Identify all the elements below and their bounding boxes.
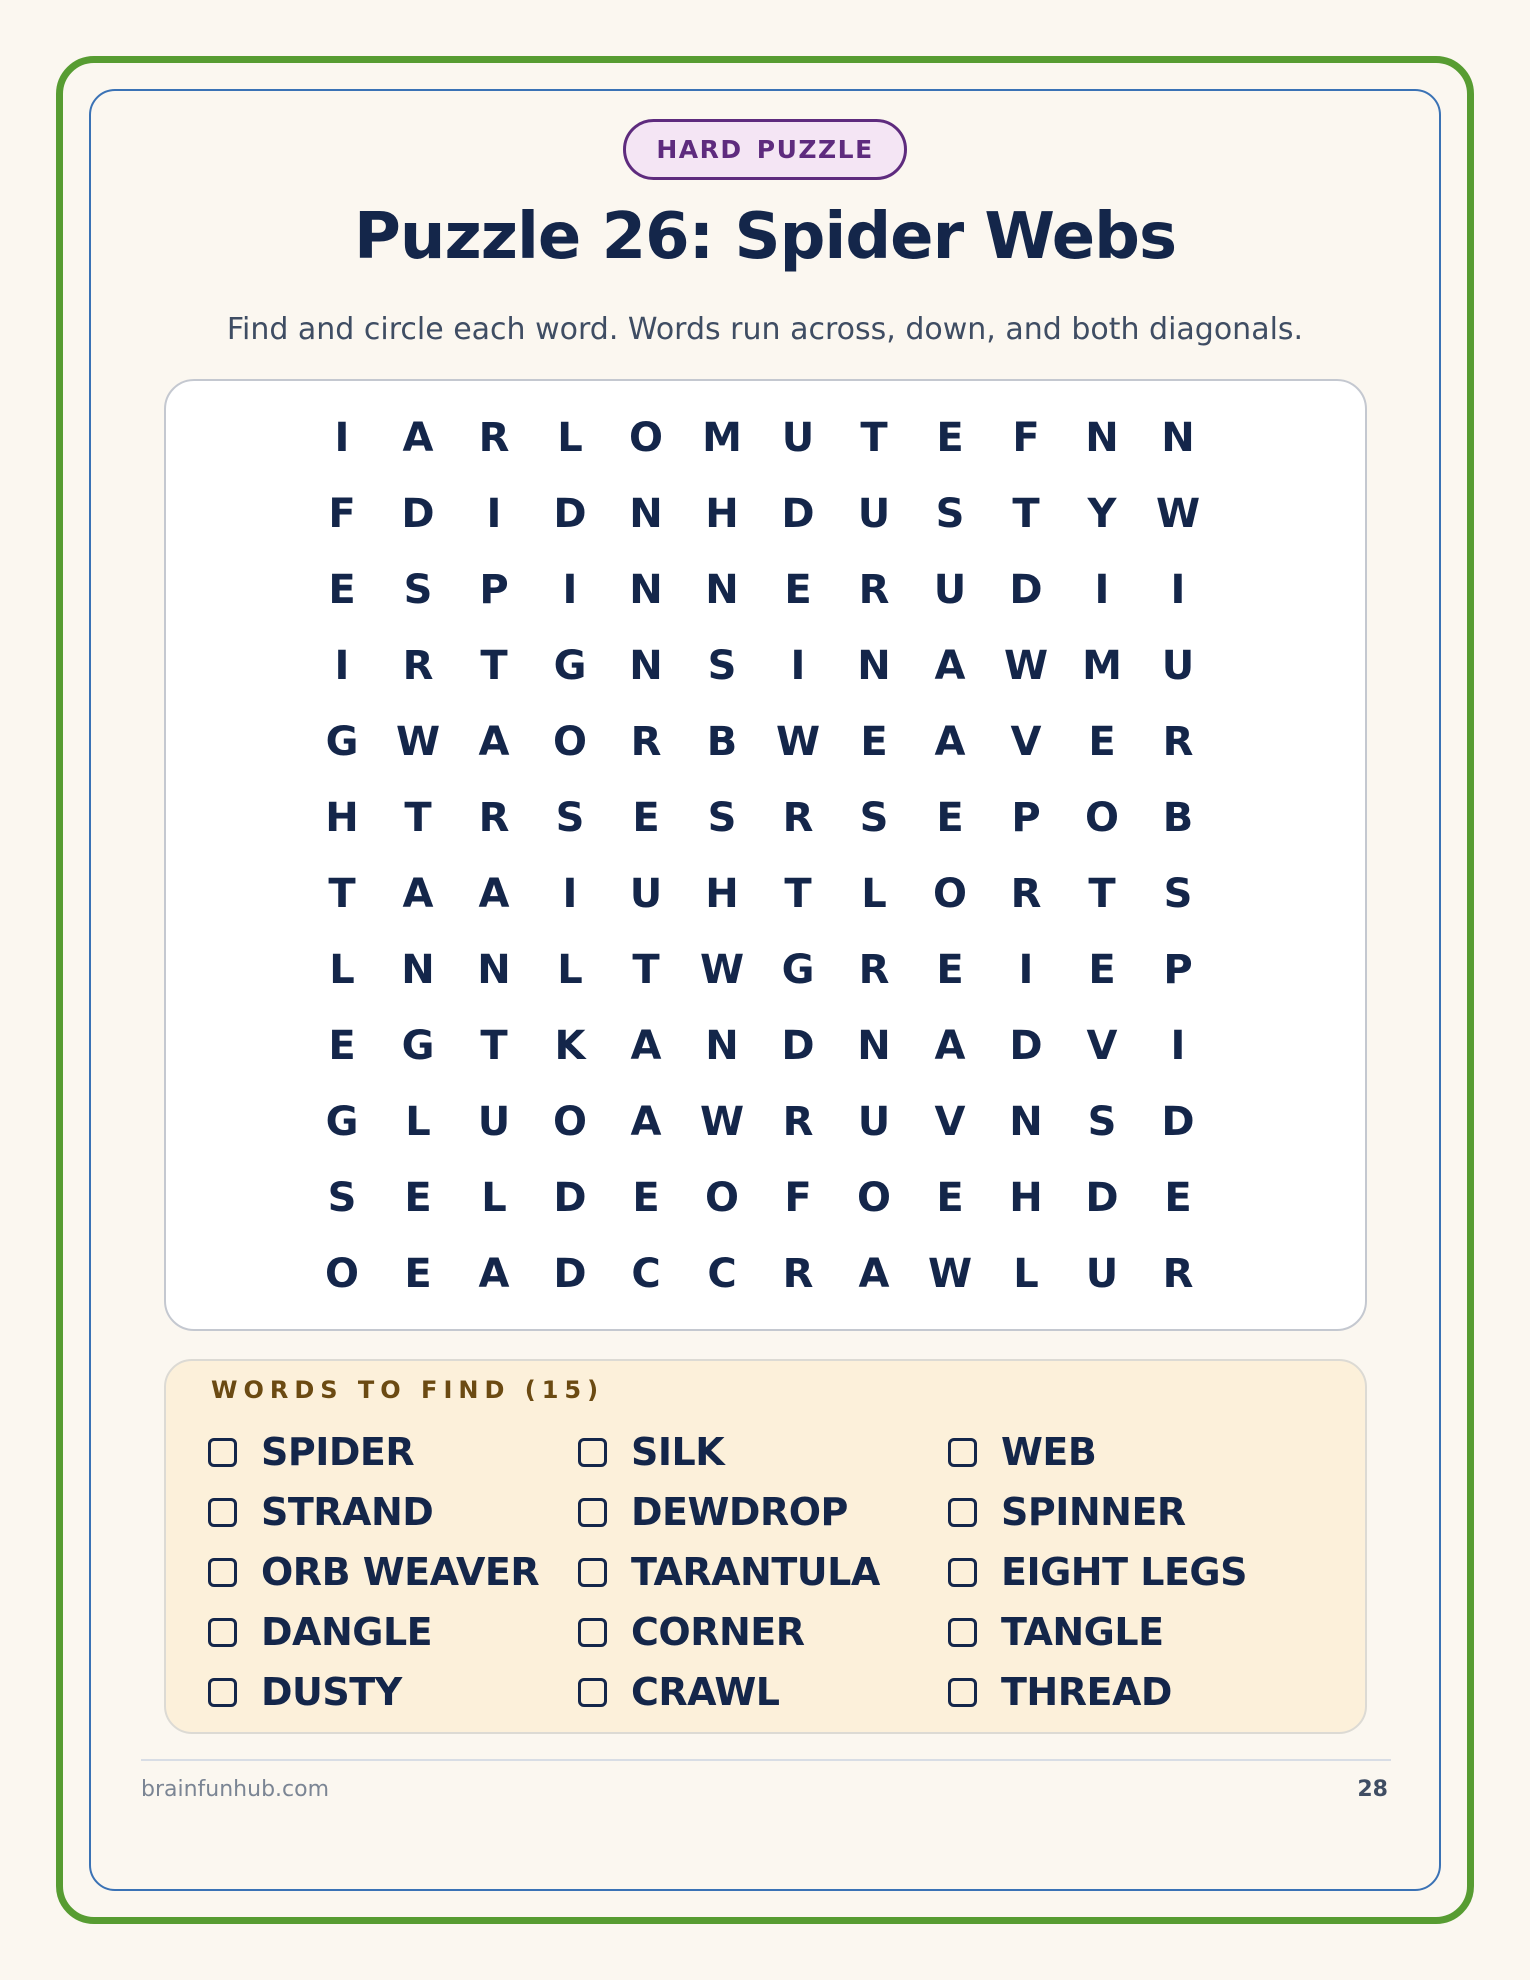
grid-cell[interactable]: I [1018,947,1034,993]
grid-cell[interactable]: W [395,719,441,765]
grid-cell[interactable]: E [404,1251,432,1297]
word-checkbox[interactable] [578,1558,607,1587]
grid-cell[interactable]: D [1009,567,1043,613]
word-item [578,1542,948,1602]
word-checkbox[interactable] [578,1498,607,1527]
word-item [208,1662,578,1722]
grid-cell[interactable]: E [936,795,964,841]
grid-cell[interactable]: U [933,567,967,613]
grid-cell[interactable]: R [1162,1251,1194,1297]
grid-cell[interactable]: G [325,719,359,765]
grid-cell[interactable]: R [630,719,662,765]
grid-cell[interactable]: H [705,491,739,537]
grid-cell[interactable]: N [705,1023,739,1069]
word-checkbox[interactable] [948,1558,977,1587]
grid-cell[interactable]: E [632,1175,660,1221]
grid-cell[interactable]: I [1170,567,1186,613]
grid-cell[interactable]: L [557,415,583,461]
word-label: DUSTY [261,1670,402,1714]
word-label: SPIDER [261,1430,415,1474]
grid-cell[interactable]: N [401,947,435,993]
grid-cell[interactable]: Y [1087,491,1117,537]
grid-cell[interactable]: D [1085,1175,1119,1221]
word-label: WEB [1001,1430,1097,1474]
grid-cell[interactable]: D [781,1023,815,1069]
grid-cell[interactable]: H [1009,1175,1043,1221]
grid-cell[interactable]: A [478,871,510,917]
grid-cell[interactable]: N [857,643,891,689]
grid-cell[interactable]: P [479,567,509,613]
word-label: TARANTULA [631,1550,880,1594]
grid-cell[interactable]: I [334,415,350,461]
grid-cell[interactable]: K [554,1023,586,1069]
grid-cell[interactable]: B [1162,795,1194,841]
grid-cell[interactable]: R [858,567,890,613]
grid-cell[interactable]: H [705,871,739,917]
grid-cell[interactable]: W [1003,643,1049,689]
grid-cell[interactable]: L [329,947,355,993]
grid-cell[interactable]: A [402,871,434,917]
word-checkbox[interactable] [208,1438,237,1467]
grid-cell[interactable]: T [632,947,660,993]
grid-cell[interactable]: S [1163,871,1193,917]
word-label: THREAD [1001,1670,1172,1714]
word-checkbox[interactable] [578,1438,607,1467]
grid-cell[interactable]: P [1011,795,1041,841]
grid-cell[interactable]: A [478,1251,510,1297]
grid-cell[interactable]: I [562,567,578,613]
grid-cell[interactable]: L [405,1099,431,1145]
grid-cell[interactable]: S [707,643,737,689]
grid-cell[interactable]: A [402,415,434,461]
word-checkbox[interactable] [948,1498,977,1527]
grid-cell[interactable]: O [1084,795,1119,841]
grid-cell[interactable]: O [932,871,967,917]
grid-cell[interactable]: E [1088,719,1116,765]
word-checkbox[interactable] [578,1678,607,1707]
word-item [948,1422,1318,1482]
grid-cell[interactable]: E [936,947,964,993]
grid-cell[interactable]: O [704,1175,739,1221]
grid-cell[interactable]: E [328,567,356,613]
grid-cell[interactable]: N [1085,415,1119,461]
grid-cell[interactable]: S [403,567,433,613]
grid-cell[interactable]: S [1087,1099,1117,1145]
grid-cell[interactable]: N [857,1023,891,1069]
word-checkbox[interactable] [948,1618,977,1647]
grid-cell[interactable]: U [857,491,891,537]
instructions: Find and circle each word. Words run across, down, and both diagonals. [226,312,1304,347]
word-checkbox[interactable] [948,1438,977,1467]
word-item [208,1422,578,1482]
grid-cell[interactable]: W [775,719,821,765]
grid-cell[interactable]: N [1161,415,1195,461]
word-item [948,1662,1318,1722]
grid-cell[interactable]: R [402,643,434,689]
word-item [208,1602,578,1662]
grid-cell[interactable]: S [327,1175,357,1221]
word-checkbox[interactable] [208,1498,237,1527]
word-item [578,1602,948,1662]
word-list-heading: WORDS TO FIND (15) [211,1376,605,1404]
page-number: 28 [1357,1777,1388,1802]
footer-divider [141,1759,1391,1761]
word-item [948,1482,1318,1542]
grid-cell[interactable]: R [1010,871,1042,917]
grid-cell[interactable]: R [478,795,510,841]
grid-cell[interactable]: A [934,1023,966,1069]
word-item [578,1422,948,1482]
word-label: SPINNER [1001,1490,1186,1534]
grid-cell[interactable]: S [707,795,737,841]
word-checkbox[interactable] [578,1618,607,1647]
grid-cell[interactable]: T [480,643,508,689]
grid-cell[interactable]: E [1088,947,1116,993]
grid-cell[interactable]: N [629,567,663,613]
grid-cell[interactable]: T [1012,491,1040,537]
grid-cell[interactable]: F [328,491,356,537]
grid-cell[interactable]: A [858,1251,890,1297]
grid-cell[interactable]: E [404,1175,432,1221]
word-label: TANGLE [1001,1610,1164,1654]
word-label: DANGLE [261,1610,433,1654]
grid-cell[interactable]: E [860,719,888,765]
grid-cell[interactable]: E [936,1175,964,1221]
grid-cell[interactable]: D [781,491,815,537]
page-title: Puzzle 26: Spider Webs [353,200,1177,274]
grid-cell[interactable]: R [782,795,814,841]
grid-cell[interactable]: G [553,643,587,689]
grid-cell[interactable]: D [1161,1099,1195,1145]
word-label: SILK [631,1430,725,1474]
grid-cell[interactable]: D [553,1175,587,1221]
word-label: CRAWL [631,1670,780,1714]
difficulty-badge: HARD PUZZLE [623,119,907,180]
grid-cell[interactable]: I [790,643,806,689]
grid-cell[interactable]: O [324,1251,359,1297]
grid-cell[interactable]: A [934,643,966,689]
grid-cell[interactable]: N [629,643,663,689]
grid-cell[interactable]: U [629,871,663,917]
word-checkbox[interactable] [208,1558,237,1587]
grid-cell[interactable]: D [401,491,435,537]
grid-cell[interactable]: P [1163,947,1193,993]
grid-cell[interactable]: W [699,1099,745,1145]
grid-cell[interactable]: E [784,567,812,613]
grid-cell[interactable]: C [631,1251,661,1297]
grid-cell[interactable]: U [781,415,815,461]
word-item [578,1482,948,1542]
grid-cell[interactable]: C [707,1251,737,1297]
letter-grid [304,400,1216,1312]
grid-cell[interactable]: A [630,1099,662,1145]
grid-cell[interactable]: O [856,1175,891,1221]
grid-cell[interactable]: S [935,491,965,537]
grid-cell[interactable]: O [552,1099,587,1145]
grid-cell[interactable]: L [557,947,583,993]
grid-cell[interactable]: T [784,871,812,917]
grid-cell[interactable]: A [630,1023,662,1069]
word-checkbox[interactable] [208,1678,237,1707]
word-label: CORNER [631,1610,805,1654]
grid-cell[interactable]: E [1164,1175,1192,1221]
grid-cell[interactable]: F [1012,415,1040,461]
grid-cell[interactable]: R [782,1251,814,1297]
grid-cell[interactable]: V [1010,719,1042,765]
grid-cell[interactable]: T [480,1023,508,1069]
grid-cell[interactable]: H [325,795,359,841]
grid-cell[interactable]: T [860,415,888,461]
grid-cell[interactable]: N [629,491,663,537]
grid-cell[interactable]: D [553,1251,587,1297]
grid-cell[interactable]: U [1161,643,1195,689]
grid-cell[interactable]: E [936,415,964,461]
grid-cell[interactable]: I [1094,567,1110,613]
word-item [948,1542,1318,1602]
word-label: ORB WEAVER [261,1550,540,1594]
grid-cell[interactable]: G [401,1023,435,1069]
grid-cell[interactable]: T [328,871,356,917]
grid-cell[interactable]: F [784,1175,812,1221]
grid-cell[interactable]: N [1009,1099,1043,1145]
grid-cell[interactable]: W [1155,491,1201,537]
grid-cell[interactable]: A [478,719,510,765]
grid-cell[interactable]: L [481,1175,507,1221]
grid-cell[interactable]: O [552,719,587,765]
grid-cell[interactable]: O [628,415,663,461]
grid-cell[interactable]: M [1082,643,1122,689]
word-label: EIGHT LEGS [1001,1550,1247,1594]
grid-cell[interactable]: R [1162,719,1194,765]
grid-cell[interactable]: V [1086,1023,1118,1069]
grid-cell[interactable]: M [702,415,742,461]
grid-cell[interactable]: D [1009,1023,1043,1069]
word-list [208,1422,1338,1722]
grid-cell[interactable]: G [325,1099,359,1145]
word-checkbox[interactable] [948,1678,977,1707]
grid-cell[interactable]: E [328,1023,356,1069]
grid-cell[interactable]: I [1170,1023,1186,1069]
grid-cell[interactable]: R [858,947,890,993]
grid-cell[interactable]: S [555,795,585,841]
grid-cell[interactable]: W [699,947,745,993]
grid-cell[interactable]: N [477,947,511,993]
grid-cell[interactable]: U [477,1099,511,1145]
footer-site: brainfunhub.com [141,1777,330,1802]
grid-cell[interactable]: U [857,1099,891,1145]
grid-cell[interactable]: T [404,795,432,841]
word-label: DEWDROP [631,1490,848,1534]
word-item [578,1662,948,1722]
grid-cell[interactable]: I [562,871,578,917]
grid-cell[interactable]: R [478,415,510,461]
grid-cell[interactable]: U [1085,1251,1119,1297]
grid-cell[interactable]: L [1013,1251,1039,1297]
grid-cell[interactable]: R [782,1099,814,1145]
word-item [948,1602,1318,1662]
grid-cell[interactable]: G [781,947,815,993]
grid-cell[interactable]: T [1088,871,1116,917]
grid-cell[interactable]: A [934,719,966,765]
word-item [208,1542,578,1602]
grid-cell[interactable]: B [706,719,738,765]
grid-cell[interactable]: L [861,871,887,917]
grid-cell[interactable]: D [553,491,587,537]
grid-cell[interactable]: I [486,491,502,537]
grid-cell[interactable]: S [859,795,889,841]
grid-cell[interactable]: W [927,1251,973,1297]
grid-cell[interactable]: E [632,795,660,841]
grid-cell[interactable]: N [705,567,739,613]
grid-cell[interactable]: I [334,643,350,689]
word-label: STRAND [261,1490,434,1534]
grid-cell[interactable]: V [934,1099,966,1145]
word-item [208,1482,578,1542]
word-checkbox[interactable] [208,1618,237,1647]
